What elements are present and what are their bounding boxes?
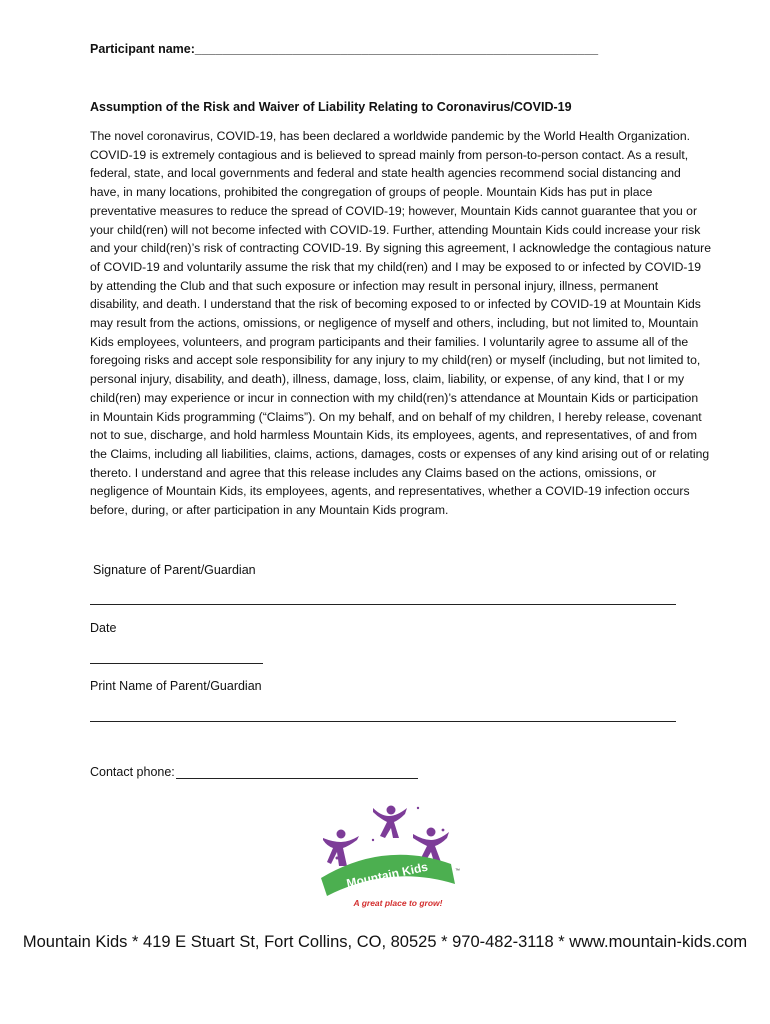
contact-phone-line[interactable] [176,778,418,779]
middle-child-figure [373,806,407,839]
date-line[interactable] [90,663,263,664]
footer-address: Mountain Kids * 419 E Stuart St, Fort Collins, CO, 80525 * 970-482-3118 * www.mountain-kids.com [22,933,748,951]
body-line: negligence of Mountain Kids, its employees, agents, and representatives, whether a COVID-19 infection occurs [90,484,690,499]
body-line: COVID-19 is extremely contagious and is believed to spread mainly from person-to-person contact. As a result, [90,147,689,162]
logo-dot [442,829,445,832]
body-line: thereto. I understand and agree that this release includes any Claims based on the actions, omissions, or [90,465,657,480]
logo-trademark: ™ [455,868,460,874]
signature-label: Signature of Parent/Guardian [93,563,256,577]
body-line: The novel coronavirus, COVID-19, has been declared a worldwide pandemic by the World Health Organization. [90,129,690,143]
logo-name-text: Mountain Kids [345,859,430,891]
print-name-line[interactable] [90,721,676,722]
waiver-heading: Assumption of the Risk and Waiver of Liability Relating to Coronavirus/COVID-19 [90,100,572,114]
body-line: have, in many locations, prohibited the congregation of groups of people. Mountain Kids has put in place [90,185,653,200]
body-line: child(ren) may experience or incur in connection with my child(ren)’s attendance at Mountain Kids or participation [90,390,699,405]
date-label: Date [90,621,117,635]
body-line: your child(ren) will not become infected with COVID-19. Further, attending Mountain Kids could increase your risk [90,222,701,237]
body-line: in Mountain Kids programming (“Claims”). On my behalf, and on behalf of my children, I hereby release, covenant [90,409,702,424]
body-line: of COVID-19 and voluntarily assume the risk that my child(ren) and I may be exposed to or infected by COVID-19 [90,259,702,274]
body-line: by attending the Club and that such exposure or infection may result in personal injury, illness, permanent [90,278,659,293]
logo-dot [372,839,374,841]
body-line: foregoing risks and accept sole responsibility for any injury to my child(ren) or myself (including, but not limited to, [90,353,701,368]
body-line: personal injury, disability, and death), illness, damage, loss, claim, liability, or expense, of any kind, that I or my [90,372,685,387]
participant-name-field [90,42,598,56]
body-line: disability, and death. I understand that the risk of becoming exposed to or infected by COVID-19 at Mountain Kids [90,297,701,312]
logo-tagline: A great place to grow! [353,898,443,908]
body-line: Kids employees, volunteers, and program participants and their families. I voluntarily agree to assume all of the [90,334,689,349]
body-line: may result from the actions, omissions, or negligence of myself and others, including, but not limited to, Mountain [90,316,699,331]
body-line: the Claims, including all liabilities, claims, actions, damages, costs or expenses of any kind arising out of or relating [90,446,710,461]
logo-graphic [315,800,465,912]
left-child-figure [323,830,359,867]
body-line: preventative measures to reduce the spread of COVID-19; however, Mountain Kids cannot guarantee that you or [90,203,698,218]
logo-dot [417,807,419,809]
signature-line[interactable] [90,604,676,605]
print-name-label: Print Name of Parent/Guardian [90,679,262,693]
waiver-body [90,127,750,520]
body-line: not to sue, discharge, and hold harmless Mountain Kids, its employees, agents, and representatives, of and from [90,428,698,443]
mountain-kids-logo [315,800,465,912]
body-line: before, during, or after participation in any Mountain Kids program. [90,503,449,518]
body-line: federal, state, and local governments and federal and state health agencies recommend social distancing and [90,166,681,181]
body-line: and your child(ren)’s risk of contracting COVID-19. By signing this agreement, I acknowledge the contagious nature [90,241,711,256]
participant-name-blank[interactable]: __________________________________________________________ [194,42,599,56]
contact-phone-label: Contact phone: [90,765,175,779]
participant-name-label: Participant name: [90,42,195,56]
